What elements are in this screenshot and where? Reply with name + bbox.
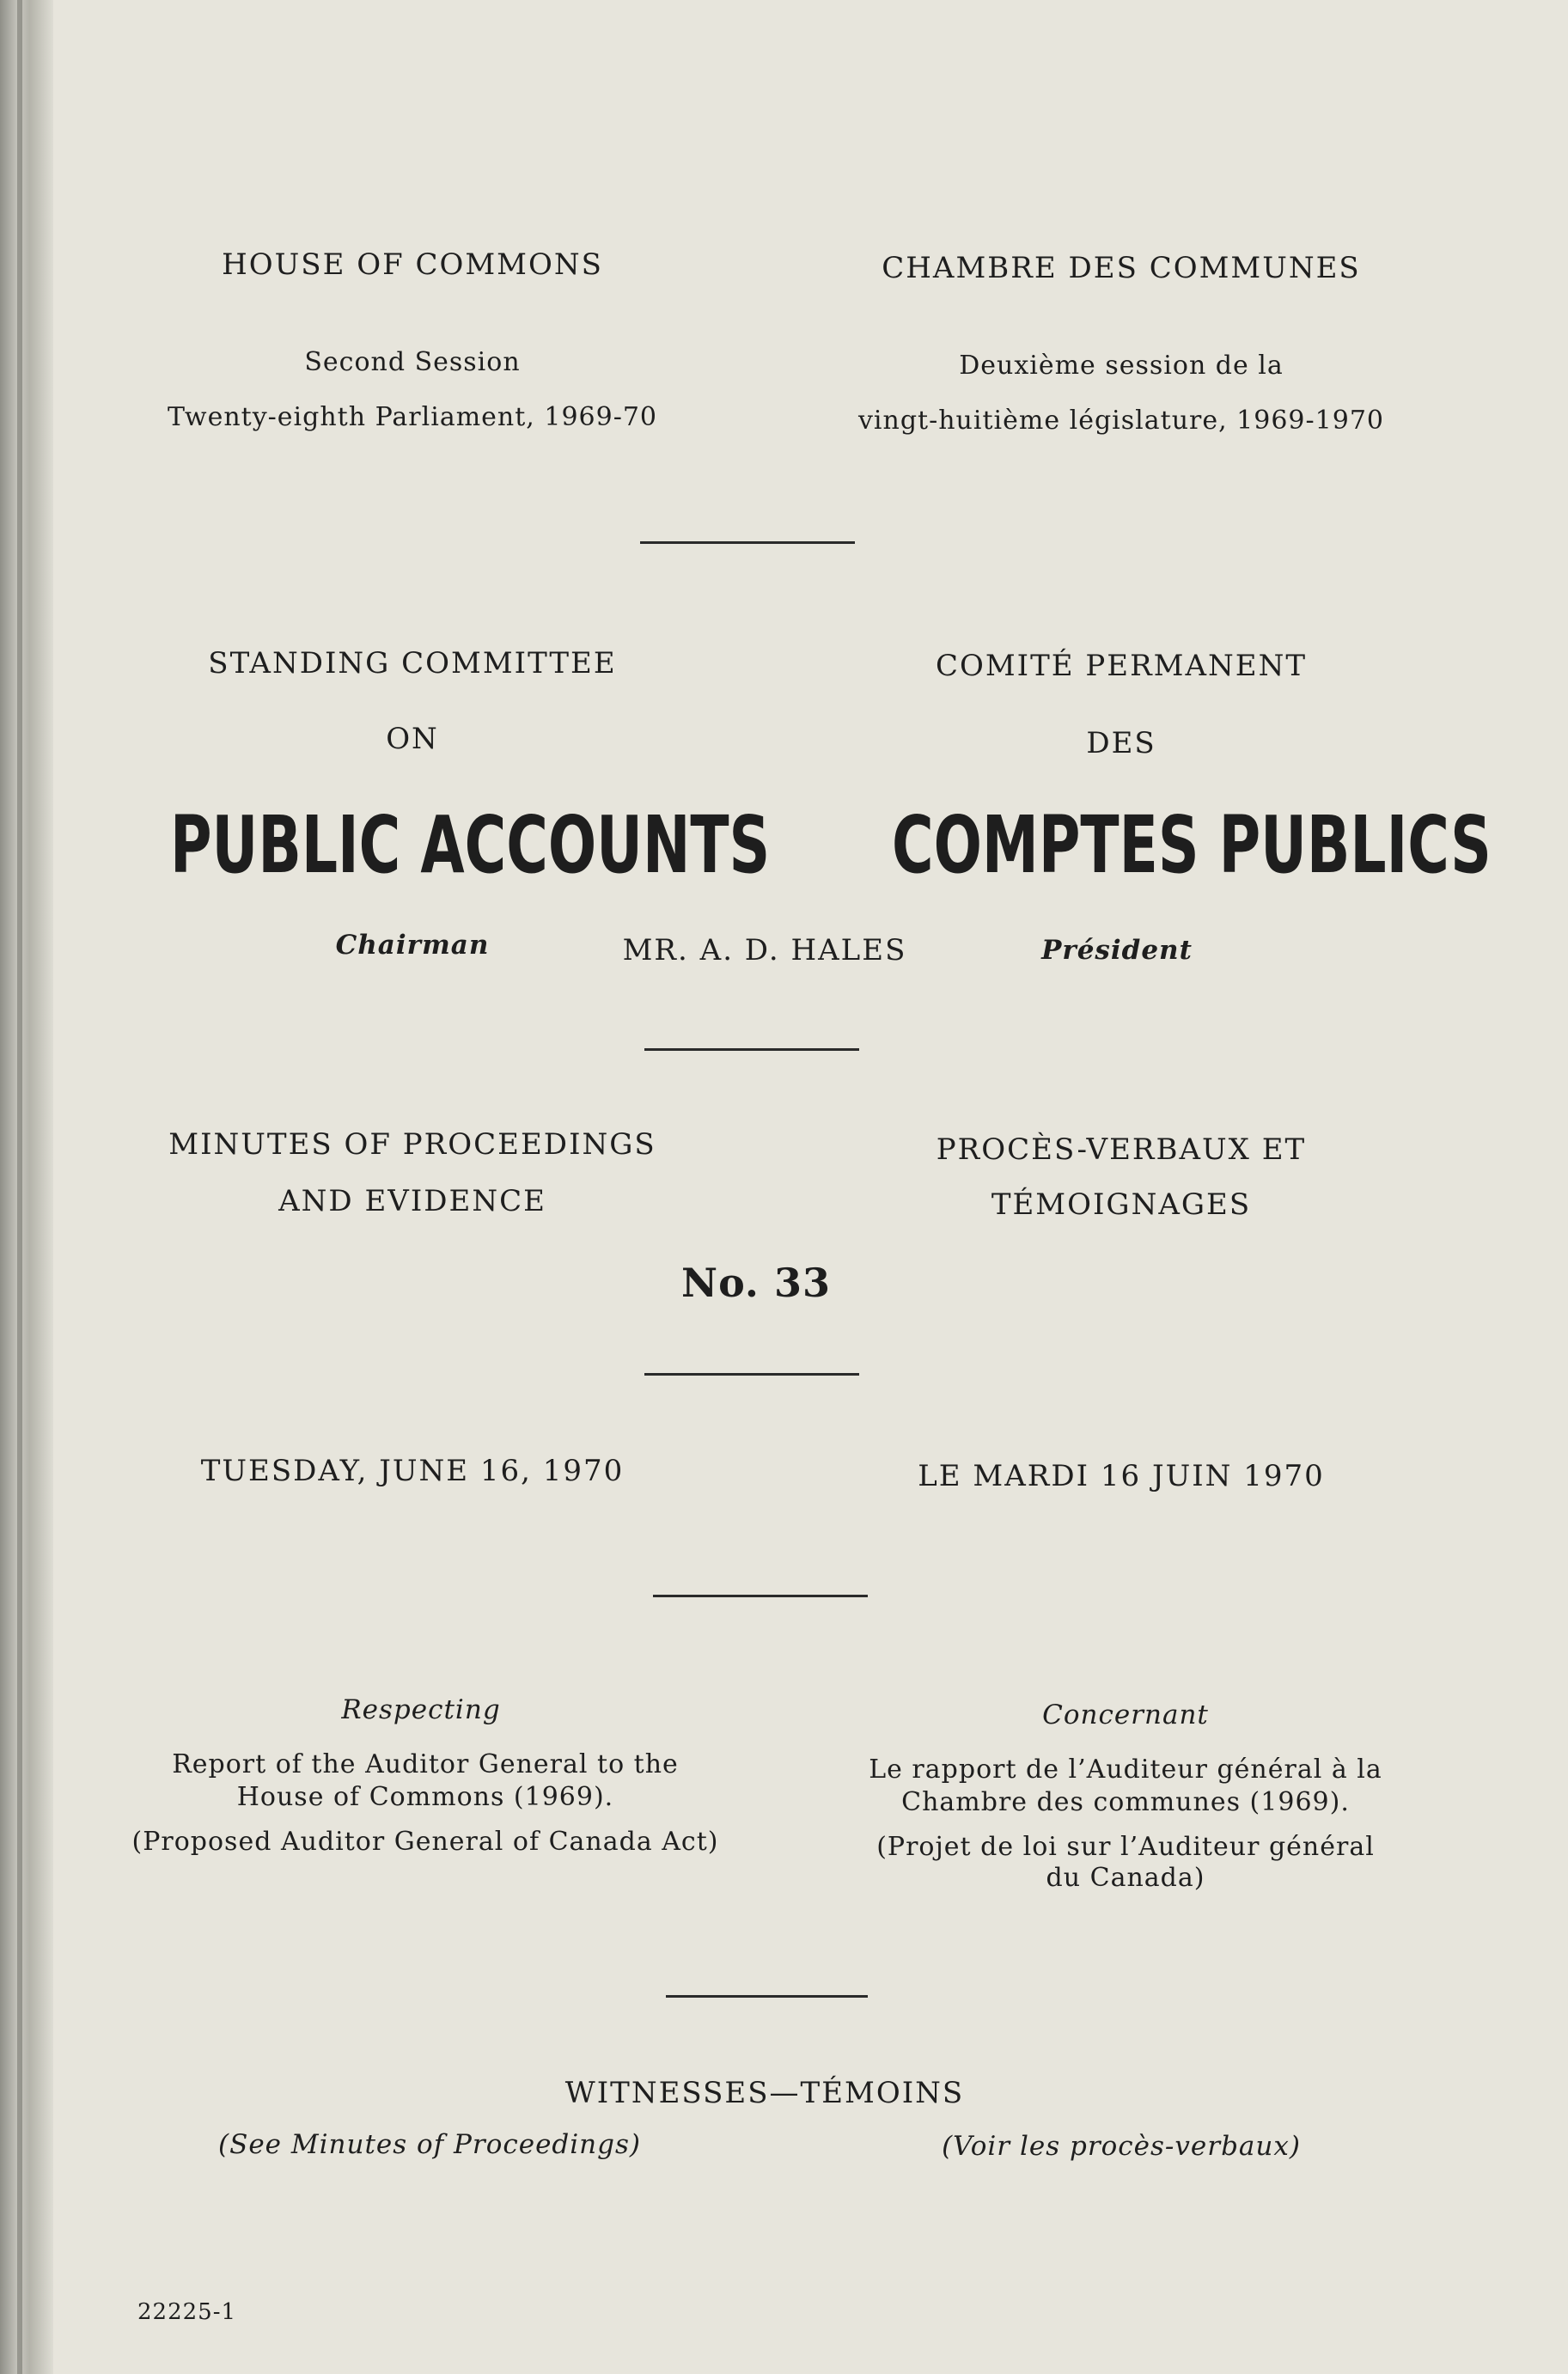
- comptes-publics-title: COMPTES PUBLICS: [892, 799, 1492, 891]
- divider-rule-4: [653, 1595, 868, 1597]
- respecting-line2: House of Commons (1969).: [236, 1782, 614, 1812]
- witnesses-right-note: (Voir les procès-verbaux): [942, 2131, 1301, 2162]
- committee-on-label: ON: [386, 722, 439, 756]
- divider-rule-2: [644, 1048, 859, 1051]
- divider-rule-3: [644, 1373, 859, 1376]
- respecting-label: Respecting: [341, 1694, 501, 1725]
- session-right-line1: Deuxième session de la: [959, 351, 1284, 381]
- committee-des-label: DES: [1086, 726, 1156, 760]
- witnesses-heading: WITNESSES—TÉMOINS: [564, 2076, 965, 2110]
- concernant-line2: Chambre des communes (1969).: [901, 1787, 1350, 1817]
- proces-verbaux-heading: PROCÈS-VERBAUX ET: [936, 1132, 1307, 1167]
- print-code: 22225-1: [137, 2299, 237, 2325]
- issue-number: No. 33: [681, 1260, 831, 1306]
- session-right-line2: vingt-huitième législature, 1969-1970: [857, 406, 1385, 436]
- standing-committee-heading: STANDING COMMITTEE: [208, 646, 617, 680]
- respecting-line3: (Proposed Auditor General of Canada Act): [131, 1827, 719, 1857]
- session-left-line2: Twenty-eighth Parliament, 1969-70: [167, 402, 658, 432]
- spine-binding-line: [17, 0, 22, 2374]
- comite-permanent-heading: COMITÉ PERMANENT: [935, 649, 1308, 683]
- divider-rule-1: [640, 541, 855, 544]
- minutes-of-proceedings-heading: MINUTES OF PROCEEDINGS: [168, 1127, 656, 1162]
- date-french: LE MARDI 16 JUIN 1970: [918, 1459, 1325, 1493]
- public-accounts-title: PUBLIC ACCOUNTS: [169, 799, 771, 891]
- concernant-line3: (Projet de loi sur l’Auditeur général: [876, 1832, 1375, 1862]
- chairman-name: MR. A. D. HALES: [622, 933, 907, 967]
- divider-rule-5: [666, 1995, 868, 1998]
- chairman-label: Chairman: [335, 930, 490, 961]
- respecting-line1: Report of the Auditor General to the: [172, 1749, 679, 1779]
- chambre-des-communes-heading: CHAMBRE DES COMMUNES: [882, 251, 1361, 285]
- and-evidence-heading: AND EVIDENCE: [278, 1184, 546, 1218]
- concernant-line4: du Canada): [1046, 1863, 1205, 1893]
- date-english: TUESDAY, JUNE 16, 1970: [200, 1454, 625, 1488]
- concernant-line1: Le rapport de l’Auditeur général à la: [869, 1755, 1382, 1785]
- session-left-line1: Second Session: [304, 347, 521, 377]
- concernant-label: Concernant: [1042, 1700, 1209, 1730]
- book-spine: [0, 0, 53, 2374]
- witnesses-left-note: (See Minutes of Proceedings): [218, 2129, 641, 2160]
- house-of-commons-heading: HOUSE OF COMMONS: [222, 247, 603, 282]
- president-label: Président: [1041, 935, 1193, 966]
- temoignages-heading: TÉMOIGNAGES: [991, 1187, 1252, 1222]
